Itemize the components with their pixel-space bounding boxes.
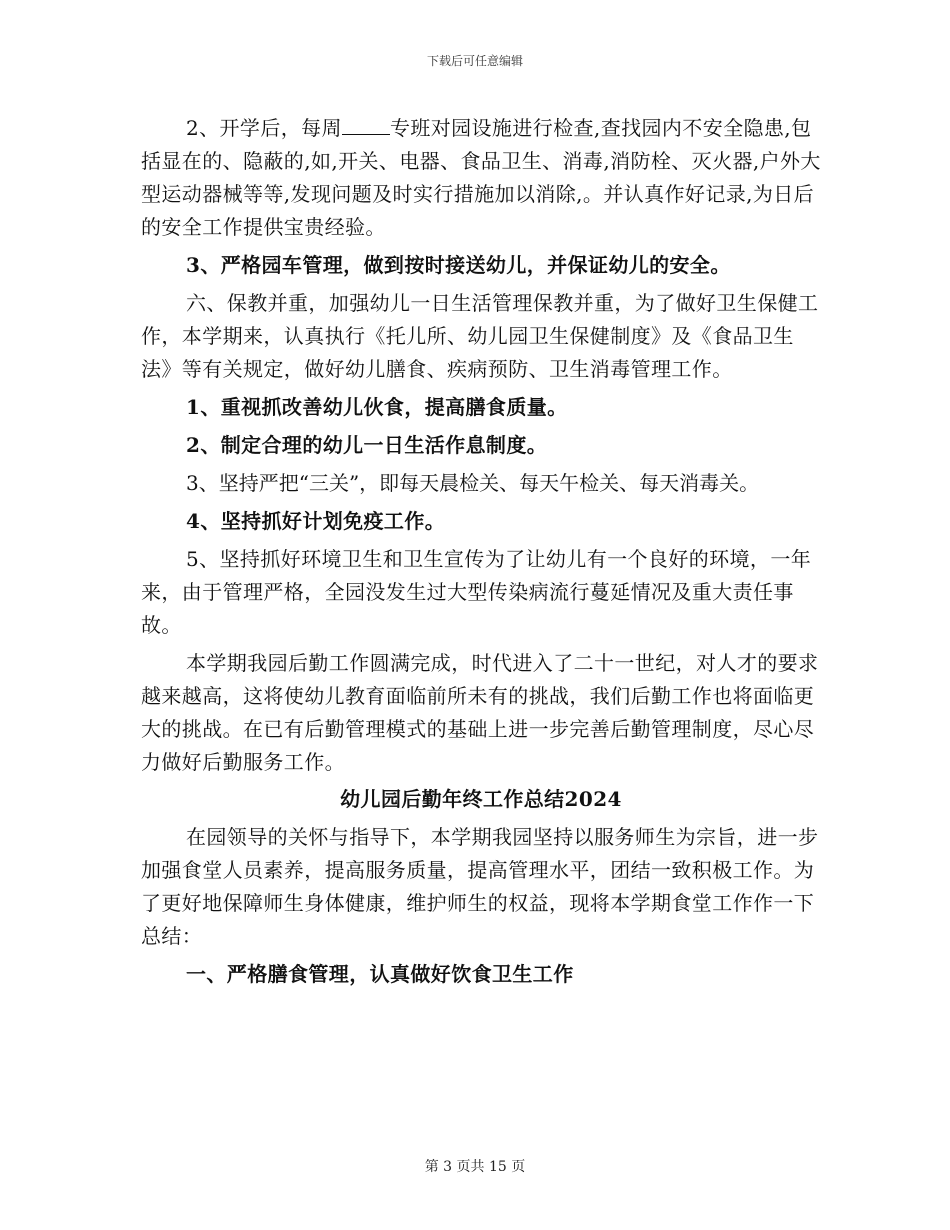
paragraph-inspection-rest: 专班对园设施进行检查,查找园内不安全隐患,包括显在的、隐蔽的,如,开关、电器、食品卫生、消毒,消防栓、灭火器,户外大型运动器械等等,发现问题及时实行措施加以消除,。并认真作好记录,为日后的安全工作提供宝贵经验。 [141,116,821,239]
heading-immunization: 4、坚持抓好计划免疫工作。 [186,509,446,533]
paragraph-cafeteria-intro: 在园领导的关怀与指导下，本学期我园坚持以服务师生为宗旨，进一步加强食堂人员素养，提高服务质量，提高管理水平，团结一致积极工作。为了更好地保障师生身体健康，维护师生的权益，现将本学期食堂工作作一下总结： [141,825,819,948]
page-footer: 第 3 页共 15 页 [424,1159,526,1175]
paragraph-inspection-start: 2、开学后，每周 [186,116,342,140]
heading-meal-management: 一、严格膳食管理，认真做好饮食卫生工作 [186,962,574,986]
heading-bus-management: 3、严格园车管理，做到按时接送幼儿，并保证幼儿的安全。 [186,253,731,277]
heading-daily-schedule: 2、制定合理的幼儿一日生活作息制度。 [186,433,548,457]
document-body [141,112,821,991]
paragraph-inspection [141,112,821,244]
fill-in-blank [342,116,390,135]
paragraph-three-checks: 3、坚持严把“三关”，即每天晨检关、每天午检关、每天消毒关。 [186,471,760,495]
paragraph-semester-summary: 本学期我园后勤工作圆满完成，时代进入了二十一世纪，对人才的要求越来越高，这将使幼儿教育面临前所未有的挑战，我们后勤工作也将面临更大的挑战。在已有后勤管理模式的基础上进一步完善后勤管理制度，尽心尽力做好后勤服务工作。 [141,651,819,774]
paragraph-environment-hygiene: 5、坚持抓好环境卫生和卫生宣传为了让幼儿有一个良好的环境，一年来，由于管理严格，全园没发生过大型传染病流行蔓延情况及重大责任事故。 [141,547,812,637]
heading-improve-meals: 1、重视抓改善幼儿伙食，提高膳食质量。 [186,395,568,419]
page-header: 下载后可任意编辑 [426,54,523,68]
paragraph-care-education: 六、保教并重，加强幼儿一日生活管理保教并重，为了做好卫生保健工作，本学期来，认真执行《托儿所、幼儿园卫生保健制度》及《食品卫生法》等有关规定，做好幼儿膳食、疾病预防、卫生消毒管理工作。 [141,291,819,381]
document-title: 幼儿园后勤年终工作总结2024 [340,787,622,811]
